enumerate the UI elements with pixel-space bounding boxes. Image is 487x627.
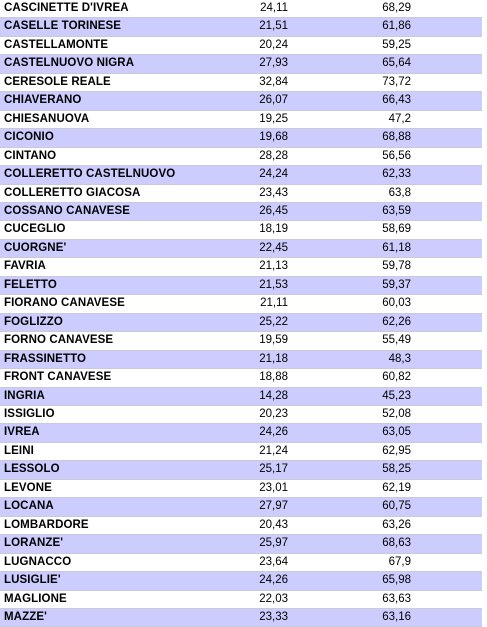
municipality-name-cell: CASTELLAMONTE xyxy=(0,36,228,54)
value-1-cell: 18,88 xyxy=(228,369,288,387)
municipality-name-cell: LORANZE' xyxy=(0,535,228,553)
empty-cell xyxy=(411,405,482,423)
table-row xyxy=(0,147,482,165)
municipality-name-cell: CUCEGLIO xyxy=(0,221,228,239)
value-1-cell: 21,13 xyxy=(228,258,288,276)
value-2-cell: 58,25 xyxy=(288,461,411,479)
value-1-cell: 19,68 xyxy=(228,129,288,147)
value-1-cell: 19,25 xyxy=(228,110,288,128)
table-row xyxy=(0,572,482,590)
municipality-name-cell: FRASSINETTO xyxy=(0,350,228,368)
value-2-cell: 59,37 xyxy=(288,276,411,294)
value-1-cell: 23,43 xyxy=(228,184,288,202)
municipality-name-cell: CASTELNUOVO NIGRA xyxy=(0,55,228,73)
value-2-cell: 60,03 xyxy=(288,295,411,313)
table-row xyxy=(0,18,482,36)
municipality-name-cell: FORNO CANAVESE xyxy=(0,332,228,350)
value-1-cell: 27,97 xyxy=(228,498,288,516)
value-2-cell: 62,19 xyxy=(288,479,411,497)
empty-cell xyxy=(411,202,482,220)
value-2-cell: 48,3 xyxy=(288,350,411,368)
value-2-cell: 56,56 xyxy=(288,147,411,165)
municipality-name-cell: IVREA xyxy=(0,424,228,442)
empty-cell xyxy=(411,92,482,110)
value-2-cell: 63,16 xyxy=(288,608,411,626)
value-1-cell: 14,28 xyxy=(228,387,288,405)
value-1-cell: 32,84 xyxy=(228,73,288,91)
value-1-cell: 24,11 xyxy=(228,0,288,18)
value-1-cell: 20,43 xyxy=(228,516,288,534)
empty-cell xyxy=(411,18,482,36)
municipality-name-cell: FELETTO xyxy=(0,276,228,294)
empty-cell xyxy=(411,332,482,350)
table-row xyxy=(0,295,482,313)
value-1-cell: 23,33 xyxy=(228,608,288,626)
empty-cell xyxy=(411,498,482,516)
value-2-cell: 63,05 xyxy=(288,424,411,442)
value-2-cell: 60,82 xyxy=(288,369,411,387)
empty-cell xyxy=(411,55,482,73)
empty-cell xyxy=(411,350,482,368)
table-row xyxy=(0,461,482,479)
value-2-cell: 63,8 xyxy=(288,184,411,202)
table-row xyxy=(0,239,482,257)
empty-cell xyxy=(411,221,482,239)
empty-cell xyxy=(411,535,482,553)
table-row xyxy=(0,313,482,331)
table-row xyxy=(0,369,482,387)
table-row xyxy=(0,202,482,220)
empty-cell xyxy=(411,239,482,257)
value-2-cell: 58,69 xyxy=(288,221,411,239)
table-row xyxy=(0,387,482,405)
municipality-name-cell: MAZZE' xyxy=(0,608,228,626)
value-1-cell: 21,24 xyxy=(228,442,288,460)
table-row xyxy=(0,350,482,368)
empty-cell xyxy=(411,553,482,571)
empty-cell xyxy=(411,424,482,442)
empty-cell xyxy=(411,147,482,165)
table-row xyxy=(0,516,482,534)
municipality-name-cell: CASCINETTE D'IVREA xyxy=(0,0,228,18)
municipality-name-cell: FRONT CANAVESE xyxy=(0,369,228,387)
municipality-name-cell: ISSIGLIO xyxy=(0,405,228,423)
value-2-cell: 55,49 xyxy=(288,332,411,350)
empty-cell xyxy=(411,166,482,184)
value-2-cell: 61,18 xyxy=(288,239,411,257)
value-2-cell: 73,72 xyxy=(288,73,411,91)
value-2-cell: 62,33 xyxy=(288,166,411,184)
value-1-cell: 25,22 xyxy=(228,313,288,331)
value-1-cell: 18,19 xyxy=(228,221,288,239)
municipality-name-cell: CHIAVERANO xyxy=(0,92,228,110)
municipality-name-cell: COLLERETTO GIACOSA xyxy=(0,184,228,202)
value-2-cell: 60,75 xyxy=(288,498,411,516)
municipality-name-cell: INGRIA xyxy=(0,387,228,405)
table-row xyxy=(0,258,482,276)
value-1-cell: 25,17 xyxy=(228,461,288,479)
municipality-name-cell: LOMBARDORE xyxy=(0,516,228,534)
value-1-cell: 22,03 xyxy=(228,590,288,608)
table-row xyxy=(0,221,482,239)
table-row xyxy=(0,405,482,423)
empty-cell xyxy=(411,0,482,18)
table-row xyxy=(0,36,482,54)
empty-cell xyxy=(411,572,482,590)
table-row xyxy=(0,553,482,571)
value-2-cell: 66,43 xyxy=(288,92,411,110)
value-1-cell: 21,11 xyxy=(228,295,288,313)
value-2-cell: 62,95 xyxy=(288,442,411,460)
table-row xyxy=(0,479,482,497)
empty-cell xyxy=(411,36,482,54)
table-row xyxy=(0,590,482,608)
empty-cell xyxy=(411,590,482,608)
value-1-cell: 22,45 xyxy=(228,239,288,257)
empty-cell xyxy=(411,442,482,460)
municipality-name-cell: MAGLIONE xyxy=(0,590,228,608)
empty-cell xyxy=(411,387,482,405)
table-row xyxy=(0,608,482,626)
value-2-cell: 61,86 xyxy=(288,18,411,36)
value-1-cell: 20,23 xyxy=(228,405,288,423)
value-2-cell: 52,08 xyxy=(288,405,411,423)
value-1-cell: 21,51 xyxy=(228,18,288,36)
municipality-name-cell: LUGNACCO xyxy=(0,553,228,571)
value-1-cell: 27,93 xyxy=(228,55,288,73)
table-row xyxy=(0,332,482,350)
value-2-cell: 65,98 xyxy=(288,572,411,590)
empty-cell xyxy=(411,276,482,294)
municipality-name-cell: LEVONE xyxy=(0,479,228,497)
value-1-cell: 24,26 xyxy=(228,572,288,590)
table-row xyxy=(0,92,482,110)
empty-cell xyxy=(411,295,482,313)
value-1-cell: 21,53 xyxy=(228,276,288,294)
value-2-cell: 47,2 xyxy=(288,110,411,128)
value-1-cell: 23,64 xyxy=(228,553,288,571)
municipality-name-cell: COLLERETTO CASTELNUOVO xyxy=(0,166,228,184)
municipality-name-cell: LOCANA xyxy=(0,498,228,516)
municipality-name-cell: LESSOLO xyxy=(0,461,228,479)
table-row xyxy=(0,442,482,460)
municipality-name-cell: FOGLIZZO xyxy=(0,313,228,331)
value-2-cell: 68,63 xyxy=(288,535,411,553)
value-1-cell: 23,01 xyxy=(228,479,288,497)
table-row xyxy=(0,129,482,147)
value-2-cell: 67,9 xyxy=(288,553,411,571)
value-2-cell: 59,25 xyxy=(288,36,411,54)
empty-cell xyxy=(411,184,482,202)
value-2-cell: 63,63 xyxy=(288,590,411,608)
empty-cell xyxy=(411,369,482,387)
municipality-name-cell: CUORGNE' xyxy=(0,239,228,257)
municipality-name-cell: FAVRIA xyxy=(0,258,228,276)
municipality-name-cell: FIORANO CANAVESE xyxy=(0,295,228,313)
municipality-name-cell: COSSANO CANAVESE xyxy=(0,202,228,220)
value-2-cell: 62,26 xyxy=(288,313,411,331)
table-row xyxy=(0,0,482,18)
table-row xyxy=(0,166,482,184)
empty-cell xyxy=(411,608,482,626)
table-row xyxy=(0,73,482,91)
table-row xyxy=(0,424,482,442)
value-1-cell: 24,24 xyxy=(228,166,288,184)
value-2-cell: 63,26 xyxy=(288,516,411,534)
value-2-cell: 63,59 xyxy=(288,202,411,220)
value-1-cell: 26,07 xyxy=(228,92,288,110)
municipality-name-cell: LUSIGLIE' xyxy=(0,572,228,590)
empty-cell xyxy=(411,129,482,147)
table-row xyxy=(0,498,482,516)
empty-cell xyxy=(411,479,482,497)
table-row xyxy=(0,110,482,128)
municipality-name-cell: CINTANO xyxy=(0,147,228,165)
value-2-cell: 65,64 xyxy=(288,55,411,73)
table-row xyxy=(0,184,482,202)
municipality-name-cell: CICONIO xyxy=(0,129,228,147)
value-1-cell: 19,59 xyxy=(228,332,288,350)
table-row xyxy=(0,55,482,73)
municipality-name-cell: LEINI xyxy=(0,442,228,460)
municipality-name-cell: CERESOLE REALE xyxy=(0,73,228,91)
value-1-cell: 24,26 xyxy=(228,424,288,442)
value-1-cell: 28,28 xyxy=(228,147,288,165)
empty-cell xyxy=(411,258,482,276)
value-1-cell: 21,18 xyxy=(228,350,288,368)
value-2-cell: 68,29 xyxy=(288,0,411,18)
empty-cell xyxy=(411,110,482,128)
value-2-cell: 59,78 xyxy=(288,258,411,276)
empty-cell xyxy=(411,516,482,534)
value-1-cell: 26,45 xyxy=(228,202,288,220)
municipality-name-cell: CHIESANUOVA xyxy=(0,110,228,128)
value-2-cell: 45,23 xyxy=(288,387,411,405)
empty-cell xyxy=(411,73,482,91)
value-2-cell: 68,88 xyxy=(288,129,411,147)
value-1-cell: 20,24 xyxy=(228,36,288,54)
empty-cell xyxy=(411,313,482,331)
empty-cell xyxy=(411,461,482,479)
municipality-name-cell: CASELLE TORINESE xyxy=(0,18,228,36)
value-1-cell: 25,97 xyxy=(228,535,288,553)
table-row xyxy=(0,276,482,294)
table-row xyxy=(0,535,482,553)
